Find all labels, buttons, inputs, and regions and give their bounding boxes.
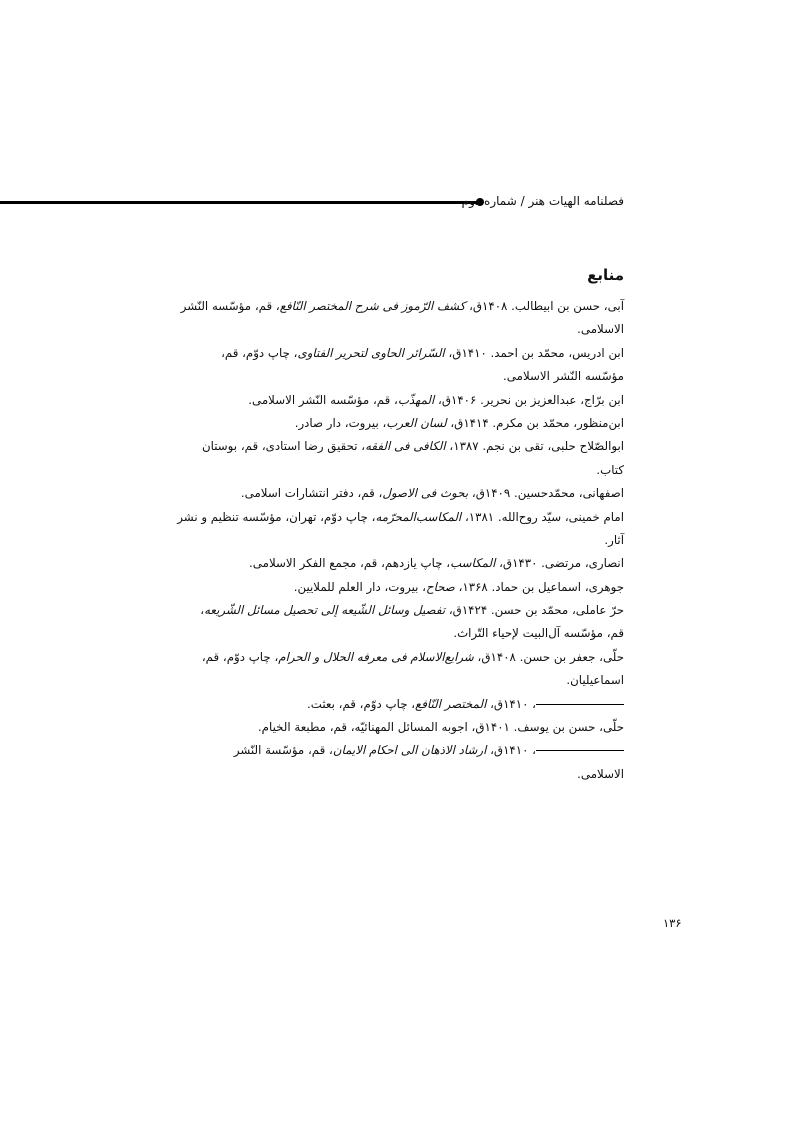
- reference-title: الکافی فی الفقه: [365, 439, 446, 454]
- reference-line: [169, 670, 624, 693]
- reference-entry: [169, 436, 624, 483]
- reference-line: [169, 413, 624, 436]
- reference-text: امام خمینی، سیّد روح‌الله. ۱۳۸۱،: [461, 509, 624, 524]
- reference-line: [169, 577, 624, 600]
- reference-title: تفصیل وسائل الشّیعه إلی تحصیل مسائل الشّریعه: [204, 603, 446, 618]
- reference-line: [169, 343, 624, 366]
- reference-line: [169, 436, 624, 459]
- ditto-author-rule: [536, 750, 624, 751]
- reference-text: الاسلامی.: [577, 766, 624, 781]
- reference-text: اصفهانی، محمّدحسین. ۱۴۰۹ق،: [468, 486, 624, 501]
- reference-text: ، تحقیق رضا استادی، قم، بوستان: [201, 439, 366, 454]
- reference-text: حلّی، جعفر بن حسن. ۱۴۰۸ق،: [473, 649, 624, 664]
- reference-entry: [169, 413, 624, 436]
- reference-entry: [169, 390, 624, 413]
- reference-line: [169, 319, 624, 342]
- reference-line: [169, 460, 624, 483]
- reference-text: ، ۱۴۱۰ق،: [486, 743, 536, 758]
- reference-text: ابن برّاج، عبدالعزیز بن نحریر. ۱۴۰۶ق،: [434, 392, 624, 407]
- reference-text: حلّی، حسن بن یوسف. ۱۴۰۱ق، اجوبه المسائل المهنائیّه، قم، مطبعة الخیام.: [257, 720, 624, 735]
- reference-line: [169, 507, 624, 530]
- reference-text: ، چاپ دوّم، قم،: [221, 345, 298, 360]
- reference-title: المهذّب: [397, 392, 435, 407]
- reference-line: [169, 647, 624, 670]
- reference-text: ابوالصّلاح حلبی، تقی بن نجم. ۱۳۸۷،: [445, 439, 624, 454]
- running-head: فصلنامه الهیات هنر / شماره دوم: [461, 194, 624, 208]
- reference-entry: [169, 740, 624, 787]
- reference-text: ، بیروت، دار العلم للملایین.: [293, 579, 426, 594]
- reference-list: [169, 296, 624, 787]
- reference-line: [169, 694, 624, 717]
- reference-text: کتاب.: [596, 462, 624, 477]
- reference-text: اسماعیلیان.: [566, 673, 624, 688]
- reference-line: [169, 483, 624, 506]
- reference-text: ، قم، مؤسّسة النّشر: [233, 743, 333, 758]
- reference-text: آبی، حسن بن ابیطالب. ۱۴۰۸ق،: [465, 299, 624, 313]
- reference-text: ، ۱۴۱۰ق،: [486, 696, 536, 711]
- reference-title: لسان العرب: [386, 415, 447, 430]
- reference-text: ، قم، مؤسّسه النّشر الاسلامی.: [248, 392, 398, 407]
- reference-title: المکاسب: [450, 556, 496, 571]
- reference-title: ارشاد الاذهان الی احکام الایمان: [332, 743, 487, 758]
- reference-text: جوهری، اسماعیل بن حماد. ۱۳۶۸،: [454, 579, 624, 594]
- reference-entry: [169, 343, 624, 390]
- section-title: منابع: [587, 266, 624, 284]
- reference-title: السّرائر الحاوی لتحریر الفتاوی: [297, 345, 445, 360]
- reference-text: انصاری، مرتضی. ۱۴۳۰ق،: [495, 556, 624, 571]
- reference-line: [169, 600, 624, 623]
- reference-entry: [169, 577, 624, 600]
- reference-line: [169, 717, 624, 740]
- reference-entry: [169, 507, 624, 554]
- reference-title: المکاسب‌المحرّمه: [375, 509, 462, 524]
- reference-text: آثار.: [604, 532, 624, 547]
- reference-entry: [169, 600, 624, 647]
- reference-text: ابن‌منظور، محمّد بن مکرم. ۱۴۱۴ق،: [446, 415, 624, 430]
- reference-title: المختصر النّافع: [415, 696, 487, 711]
- reference-text: ، چاپ یازدهم، قم، مجمع الفکر الاسلامی.: [249, 556, 451, 571]
- reference-line: [169, 366, 624, 389]
- reference-text: ، قم، مؤسّسه النّشر: [180, 299, 280, 313]
- reference-text: ، قم، دفتر انتشارات اسلامی.: [240, 486, 383, 501]
- reference-text: ابن ادریس، محمّد بن احمد. ۱۴۱۰ق،: [444, 345, 624, 360]
- reference-line: [169, 623, 624, 646]
- reference-text: ، چاپ دوّم، تهران، مؤسّسه تنظیم و نشر: [177, 509, 376, 524]
- reference-title: شرایع‌الاسلام فی معرفه الحلال و الحرام: [278, 649, 474, 664]
- reference-title: کشف الرّموز فی شرح المختصر النّافع: [279, 299, 466, 313]
- reference-text: الاسلامی.: [577, 322, 624, 337]
- reference-text: قم، مؤسّسه آل‌البیت لإحیاء التّراث.: [453, 626, 624, 641]
- reference-text: ، چاپ دوّم، قم، بعثت.: [307, 696, 416, 711]
- reference-text: ،: [200, 603, 205, 618]
- reference-text: ، بیروت، دار صادر.: [294, 415, 387, 430]
- reference-line: [169, 296, 624, 319]
- reference-text: حرّ عاملی، محمّد بن حسن. ۱۴۲۴ق،: [445, 603, 624, 618]
- reference-line: [169, 390, 624, 413]
- reference-title: بحوث فی الاصول: [382, 486, 469, 501]
- header-rule: [0, 201, 480, 204]
- reference-entry: [169, 717, 624, 740]
- reference-line: [169, 764, 624, 787]
- reference-entry: [169, 694, 624, 717]
- reference-entry: [169, 296, 624, 343]
- reference-entry: [169, 647, 624, 694]
- reference-text: مؤسّسه النّشر الاسلامی.: [503, 369, 624, 384]
- reference-title: صحاح: [425, 579, 455, 594]
- reference-entry: [169, 483, 624, 506]
- reference-line: [169, 740, 624, 763]
- reference-line: [169, 553, 624, 576]
- reference-text: ، چاپ دوّم، قم،: [201, 649, 279, 664]
- ditto-author-rule: [536, 704, 624, 705]
- reference-entry: [169, 553, 624, 576]
- page-number: ۱۳۶: [663, 916, 682, 930]
- reference-line: [169, 530, 624, 553]
